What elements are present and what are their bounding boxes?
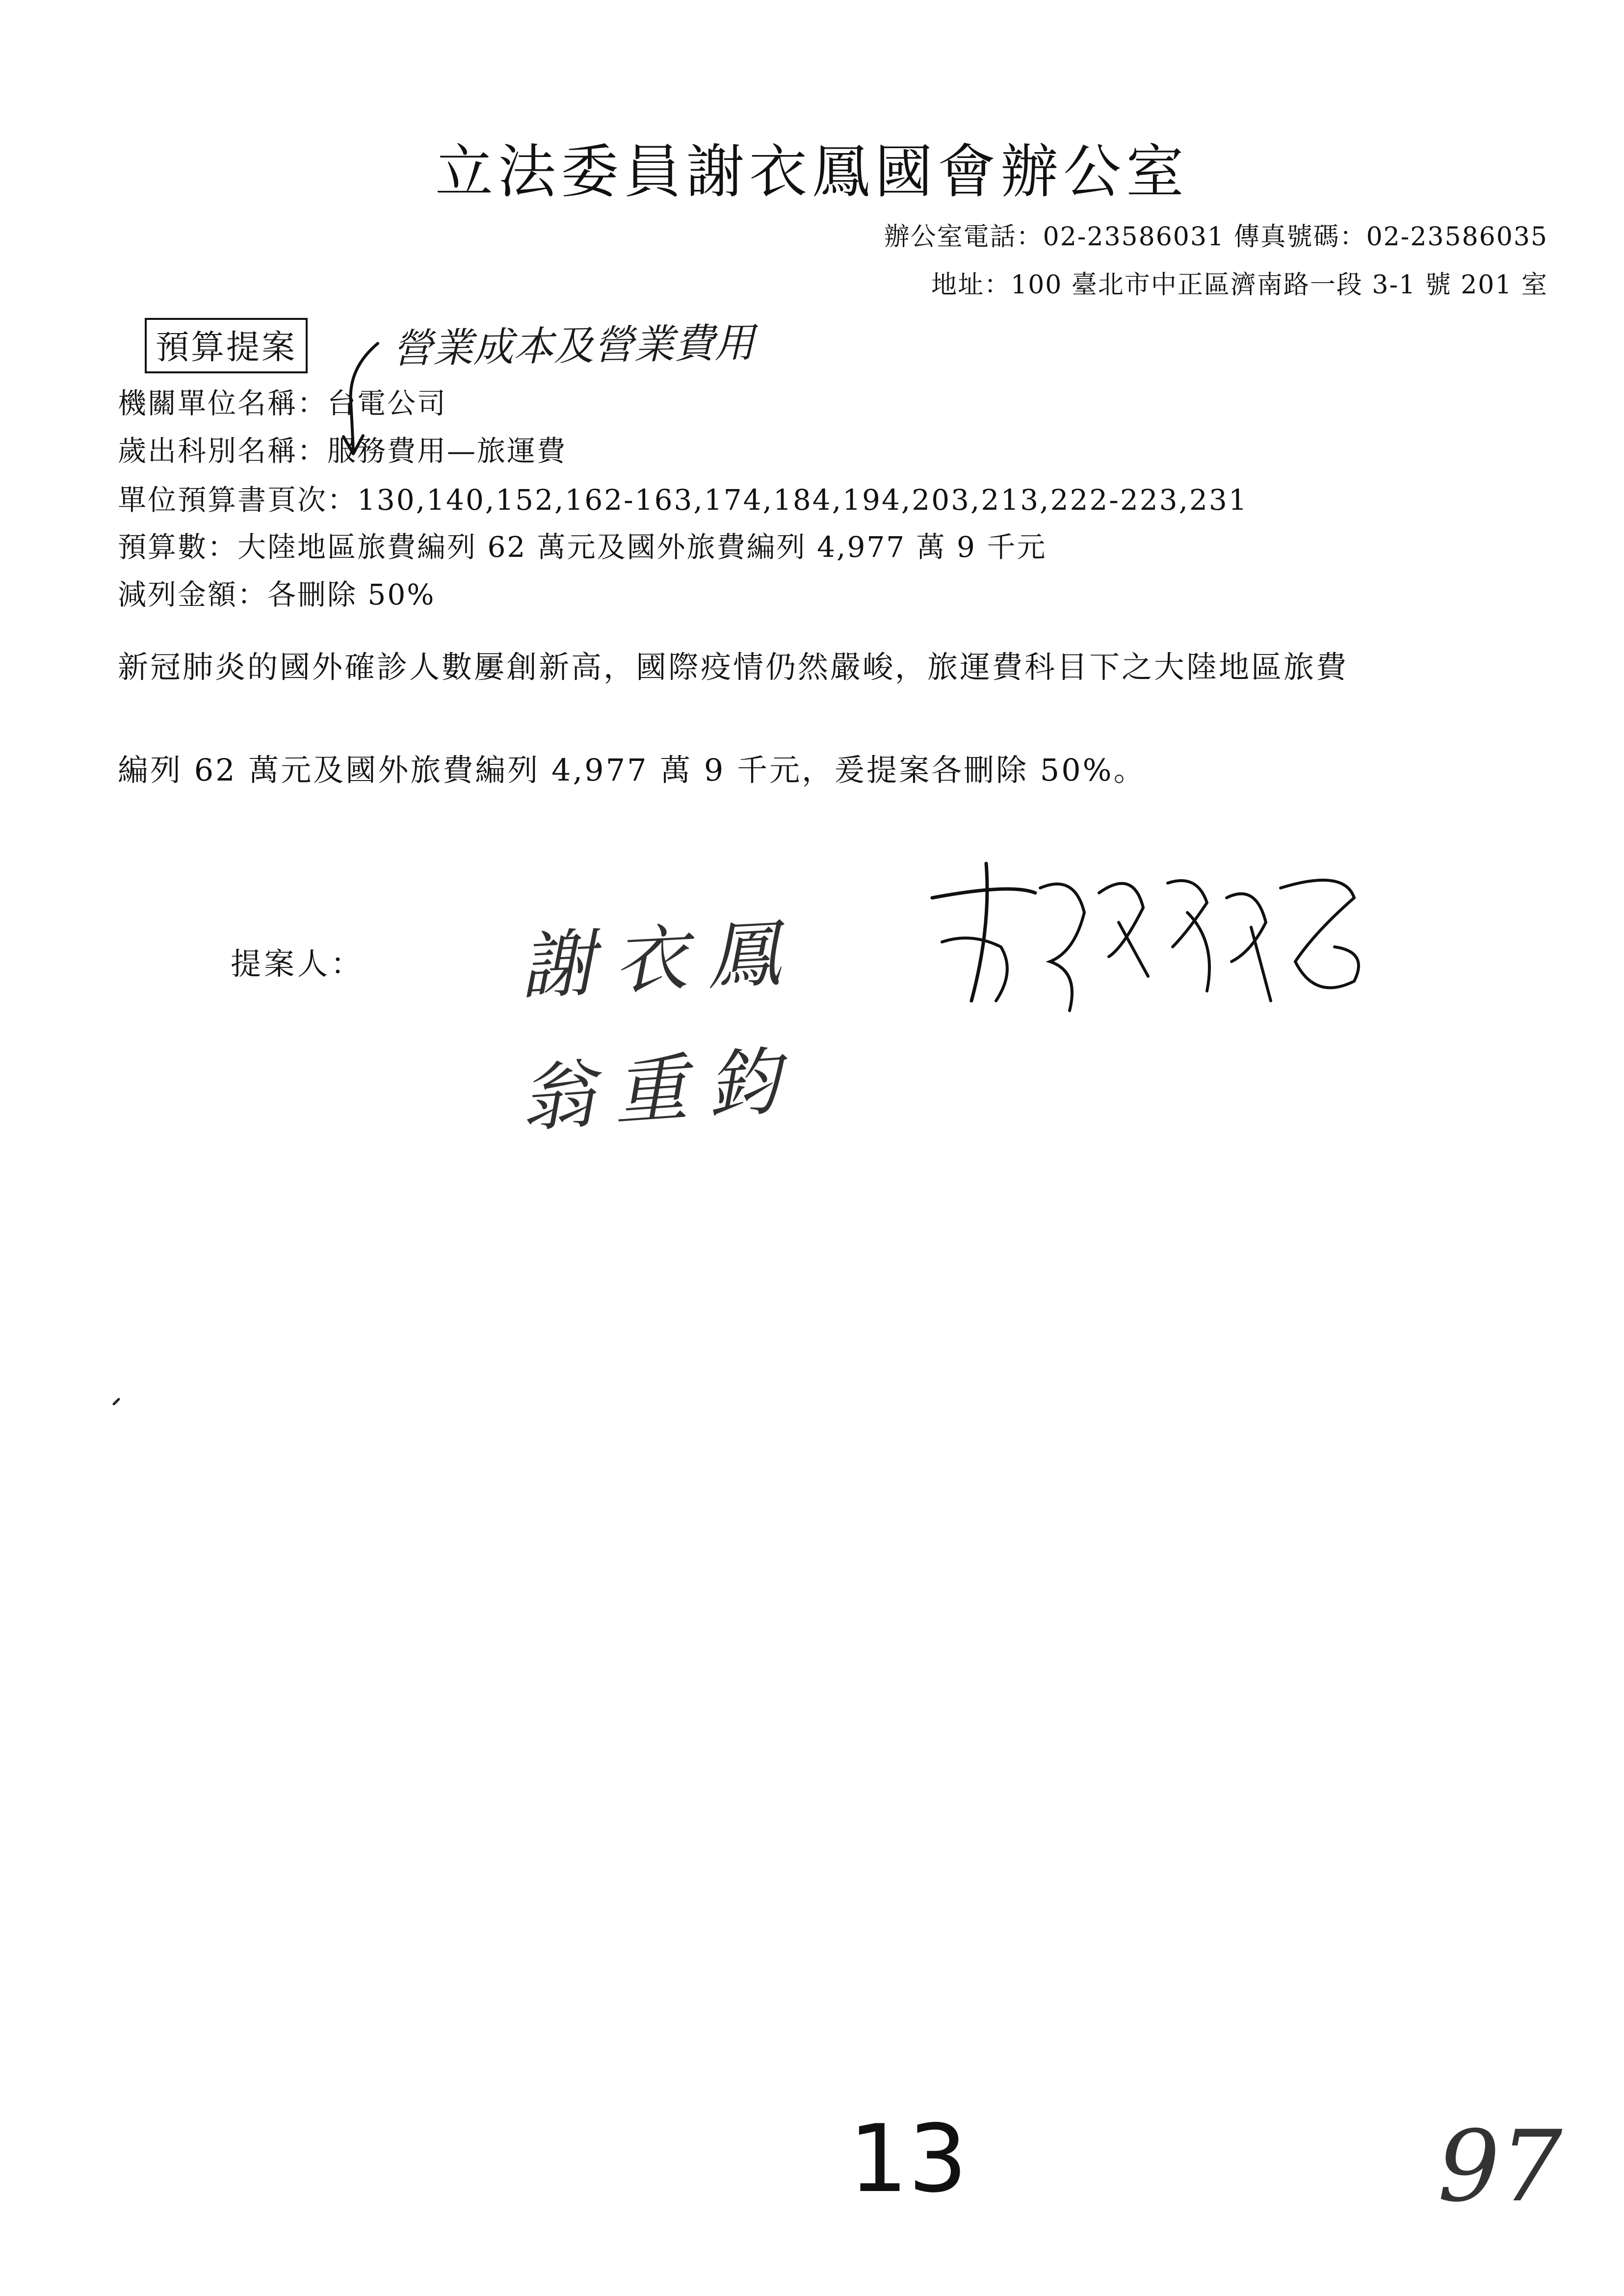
signature-1: 謝衣鳳 [518,910,802,1010]
budget-proposal-badge: 預算提案 [145,318,308,373]
handwritten-note: 營業成本及營業費用 [392,319,755,373]
field-reduction-amount: 減列金額：各刪除 50% [118,578,436,611]
proposer-label: 提案人： [231,946,365,982]
field-budget-amount: 預算數：大陸地區旅費編列 62 萬元及國外旅費編列 4,977 萬 9 千元 [118,530,1047,564]
field-expenditure-category: 歲出科別名稱：服務費用—旅運費 [118,434,567,468]
phone-fax-line: 辦公室電話：02-23586031 傳真號碼：02-23586035 [884,222,1548,252]
secondary-page-number: 97 [1438,2110,1563,2224]
page-number: 13 [849,2105,968,2213]
field-agency-name: 機關單位名稱：台電公司 [118,387,447,420]
signature-scribble-icon [913,854,1379,1030]
body-paragraph-line-1: 新冠肺炎的國外確診人數屢創新高，國際疫情仍然嚴峻，旅運費科目下之大陸地區旅費 [118,649,1349,685]
signature-2: 翁重鈞 [518,1038,803,1143]
office-title: 立法委員謝衣鳳國會辦公室 [435,138,1189,206]
body-paragraph-line-2: 編列 62 萬元及國外旅費編列 4,977 萬 9 千元，爰提案各刪除 50%。 [118,752,1146,788]
address-line: 地址：100 臺北市中正區濟南路一段 3-1 號 201 室 [931,270,1548,300]
stray-mark-icon [112,1397,122,1407]
field-budget-pages: 單位預算書頁次：130,140,152,162-163,174,184,194,203,213,222-223,231 [118,483,1248,517]
